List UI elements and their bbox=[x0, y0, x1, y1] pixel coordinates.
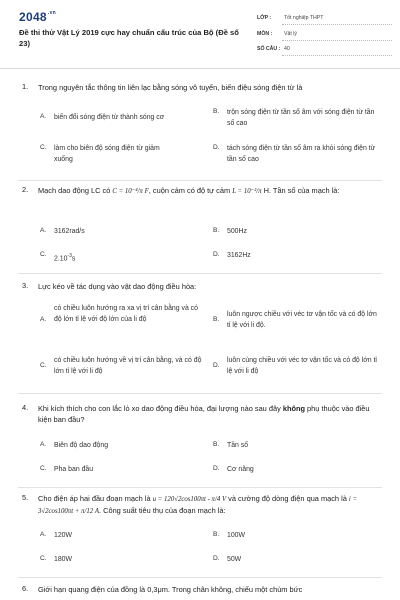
divider bbox=[18, 393, 382, 394]
divider bbox=[282, 40, 392, 41]
divider bbox=[282, 24, 392, 25]
meta-subject bbox=[257, 31, 297, 37]
question-number: 1. bbox=[22, 82, 29, 91]
question-number: 5. bbox=[22, 493, 29, 502]
question-stem: Giới hạn quang điện của đồng là 0,3μm. Trong chân không, chiếu một chùm bức bbox=[38, 585, 303, 594]
divider bbox=[18, 487, 382, 488]
divider bbox=[18, 180, 382, 181]
question-stem: Lực kéo về tác dụng vào vật dao động điều hòa: bbox=[38, 282, 197, 291]
divider bbox=[18, 273, 382, 274]
meta-label: MÔN : bbox=[257, 31, 273, 37]
divider bbox=[282, 55, 392, 56]
meta-count bbox=[257, 46, 290, 52]
meta-value: 40 bbox=[284, 46, 290, 52]
meta-value: Tốt nghiệp THPT bbox=[284, 15, 324, 21]
meta-value: Vật lý bbox=[284, 31, 297, 37]
question-stem: Trong nguyên tắc thông tin liên lạc bằng sóng vô tuyến, biến điệu sóng điện từ là bbox=[38, 83, 303, 92]
meta-label: SỐ CÂU : bbox=[257, 46, 281, 52]
page-header bbox=[0, 0, 400, 69]
meta-label: LỚP : bbox=[257, 15, 272, 21]
question-stem: Khi kích thích cho con lắc lò xo dao động điều hòa, đại lượng nào sau đây không phụ thuộc vào điều kiện ban đầu? bbox=[38, 404, 370, 424]
site-logo[interactable]: $2048^{.vn}$ bbox=[19, 10, 57, 24]
question-number: 6. bbox=[22, 584, 29, 593]
question-number: 3. bbox=[22, 281, 29, 290]
meta-grade bbox=[257, 15, 324, 21]
question-number: 2. bbox=[22, 185, 29, 194]
question-stem: Mạch dao động LC có C = 10⁻⁴/π F, cuộn cảm có độ tự cảm L = 10⁻²/π H. Tần số của mạch là: bbox=[38, 186, 340, 195]
question-number: 4. bbox=[22, 403, 29, 412]
exam-page: $2048^{.vn}$ Đề thi thử Vật Lý 2019 cực hay chuẩn cấu trúc của Bộ (Đề số 23) LỚP : Tốt nghiệp THPT MÔN : Vật lý SỐ CÂU : 40 1. Trong nguyên tắc thông tin liên lạc bằng sóng vô tuyến, biến điệu sóng điện từ là A. biến đổi sóng điện từ thành sóng cơ B. trộn sóng điện từ tần số âm với sóng điện từ tần số cao C. làm cho biên độ sóng điện từ giảm xuống D. tách sóng điện từ tần số âm ra khỏi sóng điện từ tần số cao 2. Mạch dao động LC có C = 10⁻⁴/π F, cuộn cảm có độ tự cảm L = 10⁻²/π H. Tần số của mạch là: A. 3162rad/s B. 500Hz C. $2.10^{-3}s$ D. 3162Hz 3. Lực kéo về tác dụng vào vật dao động điều hòa: A. có chiều luôn hướng ra xa vị trí cân bằng và có độ lớn tỉ lệ với độ lớn của li độ B. luôn ngược chiều với véc tơ vận tốc và có độ lớn tỉ lệ với li độ. C. có chiều luôn hướng về vị trí cân bằng, và có độ lớn tỉ lệ với li độ D. luôn cùng chiều với véc tơ vận tốc và có độ lớn tỉ lệ với li độ 4. Khi kích thích cho con lắc lò xo dao động điều hòa, đại lượng nào sau đây không phụ thuộc vào điều kiện ban đầu? A. Biên độ dao động B. Tần số C. Pha ban đầu D. Cơ năng 5. Cho điện áp hai đầu đoạn mạch là u = 120√2cos100πt - π/4 V và cường độ dòng điện qua mạch là i = 3√2cos100πt + π/12 A. Công suất tiêu thụ của đoạn mạch là: A. 120W B. 100W C. 180W D. 50W 6. Giới hạn quang điện của đồng là 0,3μm. Trong chân không, chiếu một chùm bức bbox=[0, 0, 400, 600]
question-stem: Cho điện áp hai đầu đoạn mạch là u = 120√2cos100πt - π/4 V và cường độ dòng điện qua mạch là i = 3√2cos100πt + π/12 A. Công suất tiêu thụ của đoạn mạch là: bbox=[38, 494, 358, 515]
divider bbox=[18, 577, 382, 578]
exam-title: Đề thi thử Vật Lý 2019 cực hay chuẩn cấu trúc của Bộ (Đề số 23) bbox=[19, 28, 239, 48]
